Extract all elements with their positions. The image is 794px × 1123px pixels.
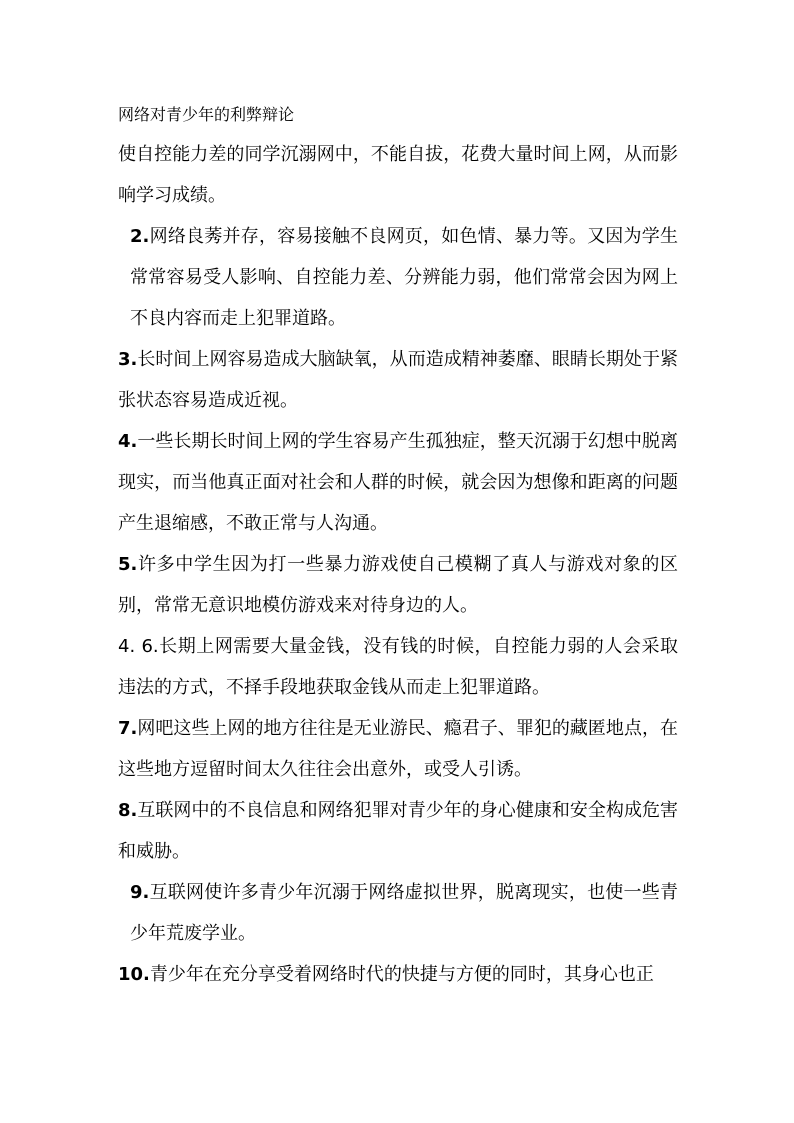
- paragraph-6: [118, 626, 678, 708]
- paragraph-text: 使自控能力差的同学沉溺网中，不能自拔，花费大量时间上网，从而影响学习成绩。: [118, 144, 678, 206]
- paragraph-9: [118, 872, 678, 954]
- paragraph-number: 3.: [118, 349, 138, 370]
- paragraph-text: 互联网使许多青少年沉溺于网络虚拟世界，脱离现实，也使一些青少年荒废学业。: [130, 882, 678, 944]
- document-title: 网络对青少年的利弊辩论: [118, 105, 295, 124]
- paragraph-1: [118, 134, 678, 216]
- paragraph-8: [118, 790, 678, 872]
- paragraph-10: [118, 954, 678, 995]
- paragraph-7: [118, 708, 678, 790]
- paragraph-text: 青少年在充分享受着网络时代的快捷与方便的同时，其身心也正: [149, 964, 654, 985]
- paragraph-text: 网吧这些上网的地方往往是无业游民、瘾君子、罪犯的藏匿地点，在这些地方逗留时间太久往往会出意外，或受人引诱。: [118, 718, 678, 780]
- paragraph-text: 网络良莠并存，容易接触不良网页，如色情、暴力等。又因为学生常常容易受人影响、自控能力差、分辨能力弱，他们常常会因为网上不良内容而走上犯罪道路。: [130, 226, 678, 329]
- paragraph-text: 互联网中的不良信息和网络犯罪对青少年的身心健康和安全构成危害和威胁。: [118, 800, 678, 862]
- paragraph-text: 长时间上网容易造成大脑缺氧，从而造成精神萎靡、眼睛长期处于紧张状态容易造成近视。: [118, 349, 678, 411]
- paragraph-number: 10.: [118, 964, 150, 985]
- paragraph-number: 7.: [118, 718, 138, 739]
- paragraph-5: [118, 544, 678, 626]
- paragraph-number: 4. 6.: [118, 636, 159, 657]
- paragraph-text: 许多中学生因为打一些暴力游戏使自己模糊了真人与游戏对象的区别，常常无意识地模仿游戏来对待身边的人。: [118, 554, 678, 616]
- paragraph-number: 4.: [118, 431, 138, 452]
- paragraph-text: 一些长期长时间上网的学生容易产生孤独症，整天沉溺于幻想中脱离现实，而当他真正面对社会和人群的时候，就会因为想像和距离的问题产生退缩感，不敢正常与人沟通。: [118, 431, 678, 534]
- paragraph-number: 5.: [118, 554, 138, 575]
- paragraph-2: [118, 216, 678, 339]
- paragraph-text: 长期上网需要大量金钱，没有钱的时候，自控能力弱的人会采取违法的方式，不择手段地获取金钱从而走上犯罪道路。: [118, 636, 678, 698]
- paragraph-4: [118, 421, 678, 544]
- document-body: [118, 96, 678, 995]
- paragraph-number: 9.: [130, 882, 150, 903]
- paragraph-number: 8.: [118, 800, 138, 821]
- paragraph-3: [118, 339, 678, 421]
- paragraph-number: 2.: [130, 226, 150, 247]
